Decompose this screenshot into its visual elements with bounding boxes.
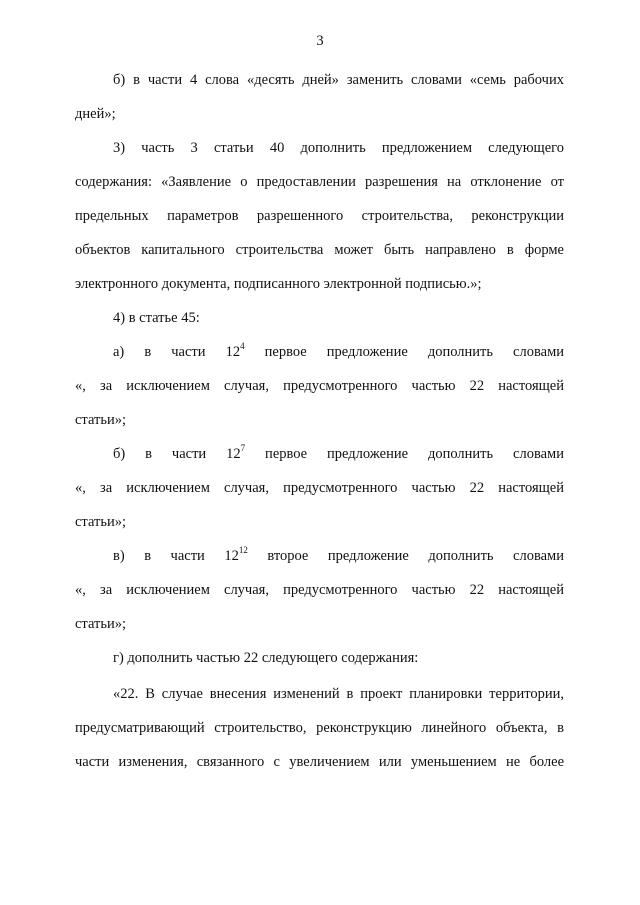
text-fragment: первое предложение дополнить словами — [245, 446, 564, 462]
text-line — [113, 546, 564, 566]
text-fragment: первое предложение дополнить словами — [244, 344, 565, 360]
text-fragment: а) в части 12 — [113, 344, 241, 360]
text-fragment: б) в части 12 — [113, 446, 241, 462]
text-line: электронного документа, подписанного электронной подписью.»; — [75, 276, 482, 292]
text-line: «, за исключением случая, предусмотренного частью 22 настоящей — [75, 378, 564, 394]
text-line: статьи»; — [75, 412, 126, 428]
text-line: 4) в статье 45: — [113, 310, 200, 326]
text-line: предусматривающий строительство, реконструкцию линейного объекта, в — [75, 720, 564, 736]
superscript: 7 — [240, 443, 246, 454]
text-fragment: второе предложение дополнить словами — [247, 548, 564, 564]
text-line: статьи»; — [75, 616, 126, 632]
text-line: б) в части 4 слова «десять дней» заменить словами «семь рабочих — [113, 72, 564, 88]
text-line: предельных параметров разрешенного строительства, реконструкции — [75, 208, 564, 224]
text-fragment: в) в части 12 — [113, 548, 239, 564]
text-line — [113, 342, 564, 362]
text-line: объектов капитального строительства может быть направлено в форме — [75, 242, 564, 258]
page-number: 3 — [316, 33, 324, 49]
text-line: статьи»; — [75, 514, 126, 530]
superscript: 4 — [240, 341, 245, 352]
text-line: «, за исключением случая, предусмотренного частью 22 настоящей — [75, 582, 564, 598]
text-line: г) дополнить частью 22 следующего содержания: — [113, 650, 419, 666]
superscript: 12 — [238, 545, 248, 556]
text-line: дней»; — [75, 106, 116, 122]
text-line: части изменения, связанного с увеличением или уменьшением не более — [75, 754, 564, 770]
text-line: 3) часть 3 статьи 40 дополнить предложением следующего — [113, 140, 564, 156]
text-line: «22. В случае внесения изменений в проект планировки территории, — [113, 686, 564, 702]
text-line — [113, 444, 564, 464]
text-line: «, за исключением случая, предусмотренного частью 22 настоящей — [75, 480, 564, 496]
text-line: содержания: «Заявление о предоставлении разрешения на отклонение от — [75, 174, 564, 190]
